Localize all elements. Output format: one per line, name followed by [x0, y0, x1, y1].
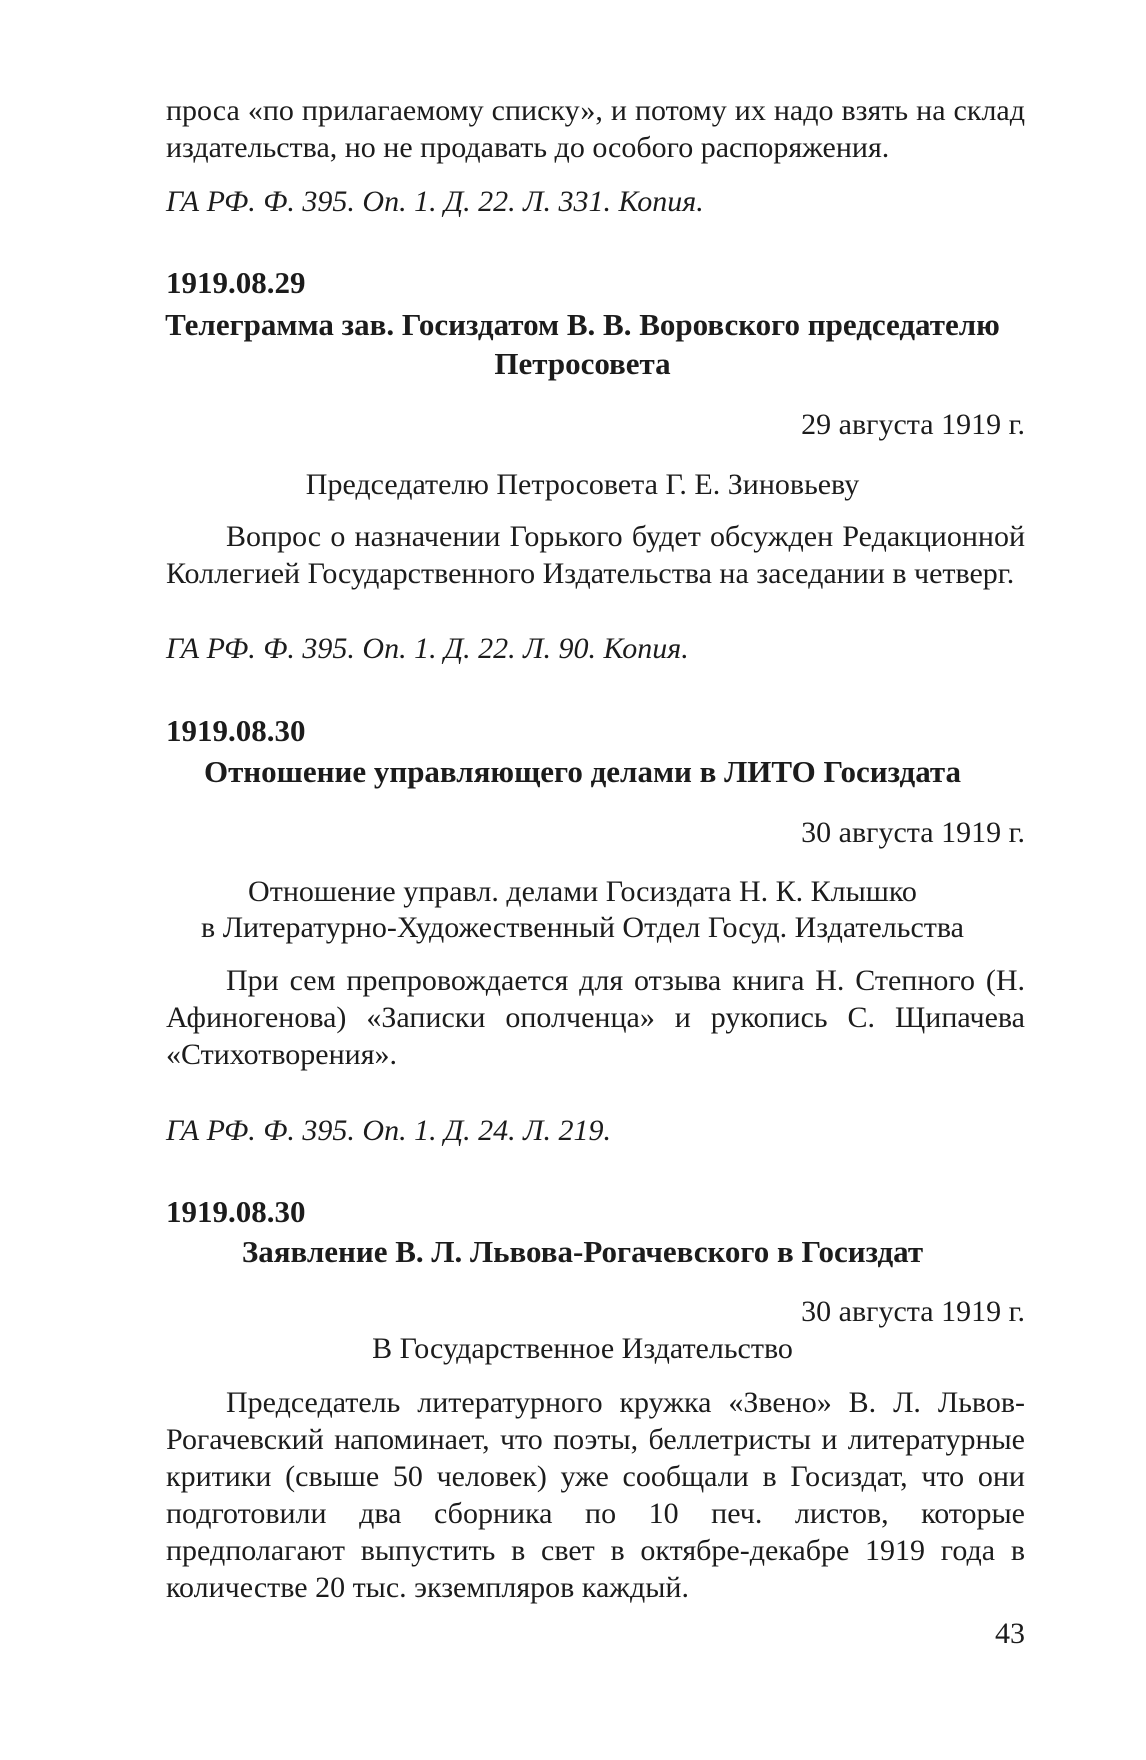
intro-paragraph: проса «по прилагаемому списку», и потому их надо взять на склад издательства, но не продавать до особого распоряжения. [166, 94, 1025, 164]
document-1-title: Телеграмма зав. Госиздатом В. В. Воровского председателю Петросовета [165, 307, 1000, 381]
document-3-title: Заявление В. Л. Львова-Рогачевского в Госиздат [241, 1234, 924, 1269]
document-3-date-code: 1919.08.30 [166, 1194, 306, 1229]
document-2-title: Отношение управляющего делами в ЛИТО Госиздата [203, 754, 962, 789]
document-2-addressee-line-2: в Литературно-Художественный Отдел Госуд. Издательства [201, 911, 964, 944]
document-1-body: Вопрос о назначении Горького будет обсужден Редакционной Коллегией Государственного Издательства на заседании в четверг. [166, 520, 1025, 590]
document-2-body: При сем препровождается для отзыва книга Н. Степного (Н. Афиногенова) «Записки ополченца» и рукопись С. Щипачева «Стихотворения». [166, 964, 1025, 1071]
document-1-date: 29 августа 1919 г. [801, 408, 1025, 441]
document-2-addressee-line-1: Отношение управл. делами Госиздата Н. К. Клышко [248, 875, 917, 908]
document-3-body: Председатель литературного кружка «Звено» В. Л. Львов-Рогачевский напоминает, что поэты, беллетристы и литературные критики (свыше 50 человек) уже сообщали в Госиздат, что они подготовили два сборника по 10 печ. листов, которые предполагают выпустить в свет в октябре-декабре 1919 года в количестве 20 тыс. экземпляров каждый. [166, 1386, 1025, 1604]
document-1-archival-source: ГА РФ. Ф. 395. Оп. 1. Д. 22. Л. 90. Копия. [166, 632, 689, 665]
document-3-addressee: В Государственное Издательство [372, 1332, 793, 1365]
document-3-date: 30 августа 1919 г. [801, 1295, 1025, 1328]
intro-archival-source: ГА РФ. Ф. 395. Оп. 1. Д. 22. Л. 331. Копия. [166, 185, 704, 218]
document-1-addressee: Председателю Петросовета Г. Е. Зиновьеву [305, 468, 860, 501]
document-2-date-code: 1919.08.30 [166, 713, 306, 748]
document-2-date: 30 августа 1919 г. [801, 816, 1025, 849]
page-number: 43 [995, 1617, 1025, 1650]
document-1-date-code: 1919.08.29 [166, 265, 306, 300]
document-2-archival-source: ГА РФ. Ф. 395. Оп. 1. Д. 24. Л. 219. [166, 1114, 611, 1147]
